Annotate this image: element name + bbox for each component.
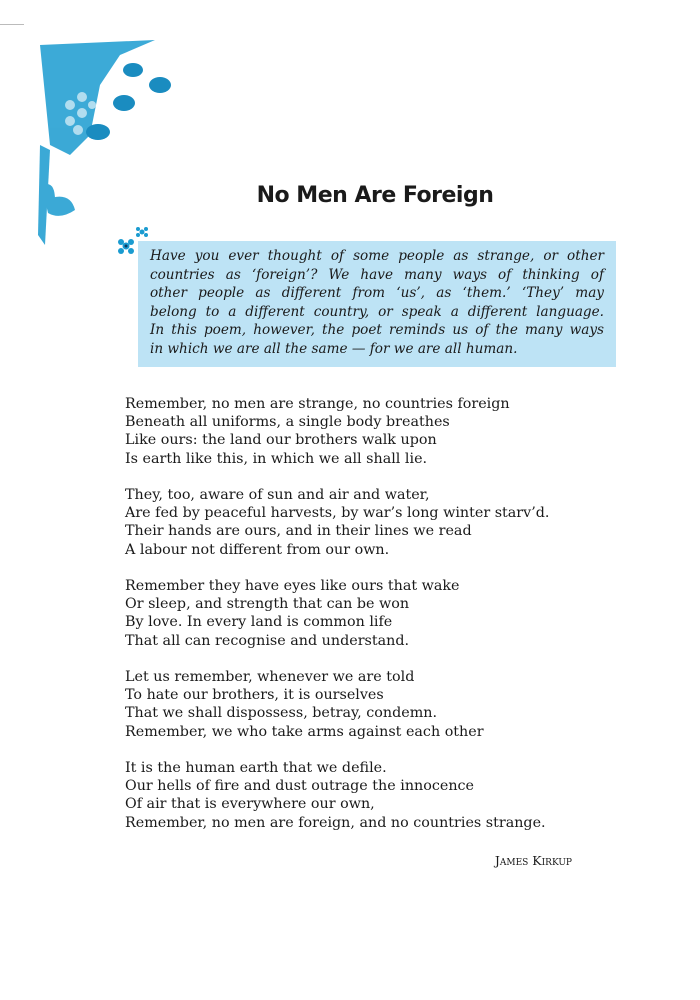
poem-line: Remember they have eyes like ours that wake [125,578,460,594]
intro-line: belong to a different country, or speak a different language. [150,303,604,320]
poem-line: Or sleep, and strength that can be won [125,596,410,613]
poem-line: Our hells of fire and dust outrage the innocence [125,778,475,795]
poem-line: Remember, no men are foreign, and no countries strange. [125,814,546,831]
poem-line: Let us remember, whenever we are told [125,669,415,685]
stanza [125,577,549,650]
honeycomb-bees-illustration [30,35,190,245]
intro-line: In this poem, however, the poet reminds us of the many ways [150,322,604,339]
poem-line: Are fed by peaceful harvests, by war’s long winter starv’d. [125,505,550,522]
stanza [125,668,549,741]
poem-line: Remember, no men are strange, no countries foreign [125,396,510,412]
margin-rule [0,24,24,25]
poem-line: That we shall dispossess, betray, condemn. [125,705,438,722]
intro-line: Have you ever thought of some people as strange, or other [150,248,604,264]
intro-line: countries as ‘foreign’? We have many ways of thinking of [150,266,604,283]
stanza [125,486,549,559]
poem-line: A labour not different from our own. [125,541,390,558]
poem-line: Beneath all uniforms, a single body breathes [125,414,450,431]
poem-line: It is the human earth that we defile. [125,760,387,776]
poem-line: Remember, we who take arms against each other [125,723,484,740]
poem-line: Their hands are ours, and in their lines we read [125,523,472,540]
poem-line: To hate our brothers, it is ourselves [125,687,384,704]
poem-line: By love. In every land is common life [125,614,393,631]
poem-line: Of air that is everywhere our own, [125,796,375,813]
poem-author: James Kirkup [494,853,572,868]
poem-line: Like ours: the land our brothers walk upon [125,432,437,449]
poem-line: Is earth like this, in which we all shall lie. [125,450,428,467]
stanza [125,759,549,832]
poem [125,395,549,850]
intro-box [138,241,616,367]
poem-line: They, too, aware of sun and air and water, [125,487,430,503]
page-title: No Men Are Foreign [256,183,494,208]
intro-line: other people as different from ‘us’, as ‘them.’ ‘They’ may [150,285,604,302]
poem-line: That all can recognise and understand. [125,632,410,649]
intro-line: in which we are all the same — for we are all human. [150,340,518,357]
stanza [125,395,549,468]
